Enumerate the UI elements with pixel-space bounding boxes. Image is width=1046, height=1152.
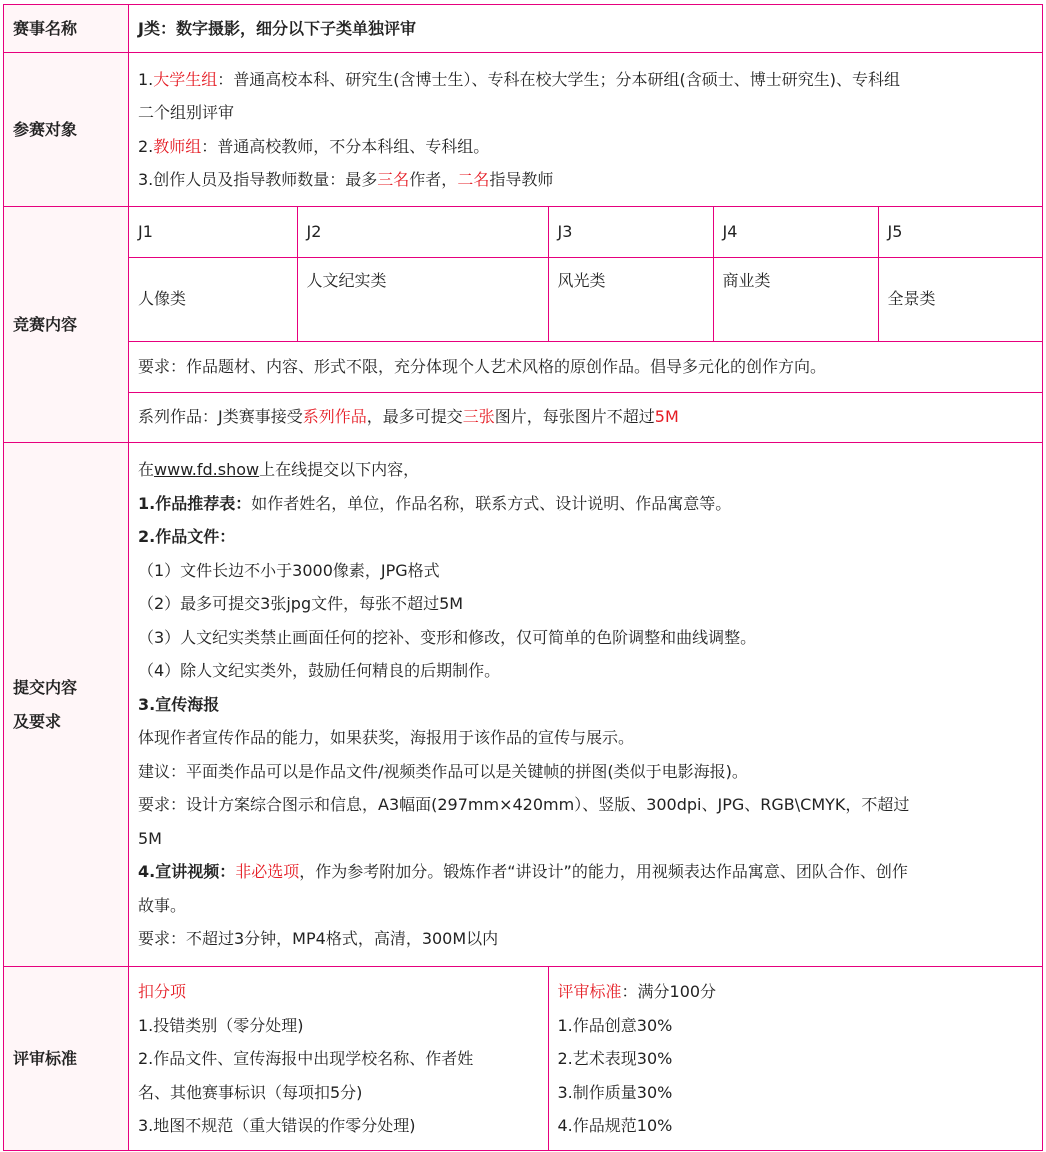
section-poster: 3.宣传海报 [138, 694, 220, 714]
section-work-files: 2.作品文件： [138, 527, 236, 547]
category-code: J1 [129, 207, 297, 257]
text: 上在线提交以下内容， [259, 460, 420, 480]
section-heading: 4.宣讲视频： [138, 862, 236, 882]
submission-label-line-1: 提交内容 [13, 678, 78, 697]
participants-line-1 [138, 63, 1034, 97]
text: ，最多可提交 [366, 407, 463, 427]
row-participants [4, 53, 1043, 207]
poster-line: 建议：平面类作品可以是作品文件/视频类作品可以是关键帧的拼图(类似于电影海报)。 [138, 761, 748, 781]
text: ：普通高校本科、研究生(含博士生）、专科在校大学生；分本研组(含硕士、博士研究生)、专科组 [217, 69, 901, 89]
row-label: 赛事名称 [4, 5, 129, 53]
participants-line-3 [138, 163, 1034, 197]
criteria-item: 1.作品创意30% [557, 1015, 673, 1035]
text: 如作者姓名，单位，作品名称，联系方式、设计说明、作品寓意等。 [251, 493, 732, 513]
category-code: J2 [297, 207, 548, 257]
poster-line: 体现作者宣传作品的能力，如果获奖，海报用于该作品的宣传与展示。 [138, 728, 635, 748]
text: 2. [138, 136, 154, 156]
category-code: J5 [878, 207, 1042, 257]
row-judging [4, 967, 1043, 1151]
highlight-text: 三名 [377, 170, 410, 189]
text: 系列作品：J类赛事接受 [138, 407, 303, 427]
highlight-text: 三张 [462, 407, 495, 427]
judging-table [129, 967, 1042, 1150]
judging-row [129, 967, 1042, 1150]
participants-line-1-cont: 二个组别评审 [138, 103, 235, 122]
content-requirement: 要求：作品题材、内容、形式不限，充分体现个人艺术风格的原创作品。倡导多元化的创作方向。 [129, 341, 1042, 392]
row-label: 竞赛内容 [4, 207, 129, 443]
video-requirement: 要求：不超过3分钟，MP4格式，高清，300M以内 [138, 929, 499, 949]
requirement-row [129, 341, 1042, 392]
section-heading: 1.作品推荐表： [138, 493, 252, 513]
criteria-item: 2.艺术表现30% [557, 1049, 673, 1068]
row-label [4, 443, 129, 967]
competition-content-cell [129, 207, 1043, 443]
work-file-item: （2）最多可提交3张jpg文件，每张不超过5M [138, 594, 464, 614]
deductions-title: 扣分项 [138, 982, 187, 1001]
text: ，作为参考附加分。锻炼作者“讲设计”的能力，用视频表达作品寓意、团队合作、创作 [299, 862, 908, 882]
criteria-item: 4.作品规范10% [557, 1116, 673, 1135]
deduction-item: 2.作品文件、宣传海报中出现学校名称、作者姓 [138, 1049, 474, 1068]
highlight-text: 系列作品 [302, 407, 367, 427]
text: 作者， [409, 170, 458, 189]
competition-name-value: J类：数字摄影，细分以下子类单独评审 [129, 5, 1043, 53]
poster-line: 要求：设计方案综合图示和信息，A3幅面(297mm×420mm）、竖版、300dpi、JPG、RGB\CMYK，不超过 [138, 795, 910, 815]
highlight-text: 非必选项 [235, 862, 300, 882]
deduction-item: 3.地图不规范（重大错误的作零分处理) [138, 1116, 416, 1135]
category-name: 商业类 [713, 257, 878, 341]
text: ：普通高校教师，不分本科组、专科组。 [201, 136, 490, 156]
series-row [129, 392, 1042, 442]
category-code: J4 [713, 207, 878, 257]
category-name: 人像类 [129, 257, 297, 341]
criteria-column [548, 967, 1042, 1150]
category-name: 风光类 [548, 257, 713, 341]
row-label: 评审标准 [4, 967, 129, 1151]
work-file-item: （1）文件长边不小于3000像素，JPG格式 [138, 560, 440, 580]
highlight-text: 5M [654, 407, 679, 427]
criteria-title [558, 975, 1034, 1009]
work-file-item: （3）人文纪实类禁止画面任何的挖补、变形和修改，仅可简单的色阶调整和曲线调整。 [138, 627, 757, 647]
category-name: 人文纪实类 [297, 257, 548, 341]
submission-content [129, 443, 1043, 967]
highlight-text: 二名 [457, 170, 490, 189]
text: 指导教师 [489, 170, 554, 189]
participants-content [129, 53, 1043, 207]
website-link[interactable]: www.fd.show [154, 460, 260, 480]
row-competition-name [4, 5, 1043, 53]
text: ：满分100分 [621, 982, 717, 1001]
participants-line-2 [138, 130, 1034, 164]
section-video [138, 855, 1034, 889]
category-name: 全景类 [878, 257, 1042, 341]
series-note [129, 392, 1042, 442]
category-code: J3 [548, 207, 713, 257]
text: 在 [138, 460, 155, 480]
poster-line: 5M [138, 828, 162, 848]
category-code-row [129, 207, 1042, 257]
competition-table [3, 4, 1043, 1151]
deduction-item: 1.投错类别（零分处理) [138, 1015, 304, 1035]
section-recommendation-form [138, 487, 1034, 521]
category-name-row [129, 257, 1042, 341]
submission-label-line-2: 及要求 [13, 711, 62, 731]
row-competition-content [4, 207, 1043, 443]
row-submission [4, 443, 1043, 967]
highlight-text: 评审标准 [557, 982, 622, 1001]
text: 3.创作人员及指导教师数量：最多 [138, 170, 378, 189]
text: 图片，每张图片不超过 [494, 407, 655, 427]
category-table [129, 207, 1042, 442]
submission-intro [138, 453, 1034, 487]
row-label: 参赛对象 [4, 53, 129, 207]
criteria-item: 3.制作质量30% [557, 1082, 673, 1102]
judging-content [129, 967, 1043, 1151]
deduction-item: 名、其他赛事标识（每项扣5分) [138, 1082, 363, 1102]
highlight-text: 大学生组 [153, 69, 218, 89]
deductions-column [129, 967, 548, 1150]
video-line: 故事。 [138, 895, 187, 915]
text: 1. [138, 69, 154, 89]
work-file-item: （4）除人文纪实类外，鼓励任何精良的后期制作。 [138, 661, 501, 681]
highlight-text: 教师组 [153, 136, 202, 156]
